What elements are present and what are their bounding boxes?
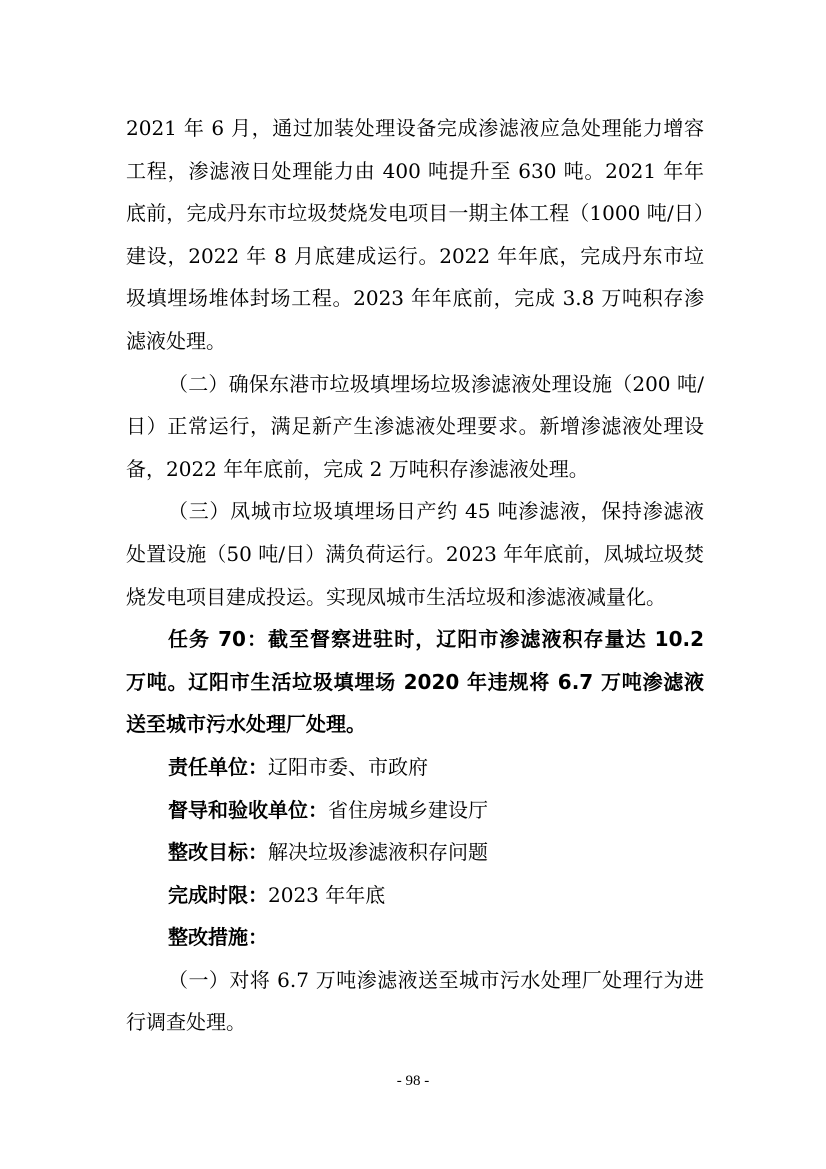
document-body	[126, 107, 704, 1044]
responsible-unit-value: 辽阳市委、市政府	[268, 754, 428, 779]
rectification-goal-label: 整改目标：	[168, 840, 268, 865]
supervisor-unit-label: 督导和验收单位：	[168, 797, 328, 822]
measure-item-1: （一）对将 6.7 万吨渗滤液送至城市污水处理厂处理行为进行调查处理。	[126, 967, 704, 1035]
paragraph-fengcheng: （三）凤城市垃圾填埋场日产约 45 吨渗滤液，保持渗滤液处置设施（50 吨/日）满负荷运行。2023 年年底前，凤城垃圾焚烧发电项目建成投运。实现凤城市生活垃圾和渗滤液减量化。	[126, 499, 704, 609]
responsible-unit-line	[126, 746, 704, 789]
supervisor-unit-line	[126, 789, 704, 832]
paragraph-donggang: （二）确保东港市垃圾填埋场垃圾渗滤液处理设施（200 吨/日）正常运行，满足新产生渗滤液处理要求。新增渗滤液处理设备，2022 年年底前，完成 2 万吨积存渗滤液处理。	[126, 371, 704, 481]
responsible-unit-label: 责任单位：	[168, 754, 268, 779]
deadline-label: 完成时限：	[168, 882, 268, 907]
paragraph-dandong-progress: 2021 年 6 月，通过加装处理设备完成渗滤液应急处理能力增容工程，渗滤液日处理能力由 400 吨提升至 630 吨。2021 年年底前，完成丹东市垃圾焚烧发电项目一期主体工程（1000 吨/日）建设，2022 年 8 月底建成运行。2022 年年底，完成丹东市垃圾填埋场堆体封场工程。2023 年年底前，完成 3.8 万吨积存渗滤液处理。	[126, 116, 704, 353]
task-heading: 任务 70：截至督察进驻时，辽阳市渗滤液积存量达 10.2 万吨。辽阳市生活垃圾填埋场 2020 年违规将 6.7 万吨渗滤液送至城市污水处理厂处理。	[126, 627, 704, 737]
deadline-line	[126, 874, 704, 917]
deadline-value: 2023 年年底	[268, 882, 386, 907]
rectification-goal-value: 解决垃圾渗滤液积存问题	[268, 840, 488, 865]
rectification-goal-line	[126, 831, 704, 874]
measures-label: 整改措施：	[168, 925, 268, 950]
page-number: - 98 -	[396, 1073, 430, 1089]
supervisor-unit-value: 省住房城乡建设厅	[328, 797, 488, 822]
measures-line	[126, 916, 704, 959]
